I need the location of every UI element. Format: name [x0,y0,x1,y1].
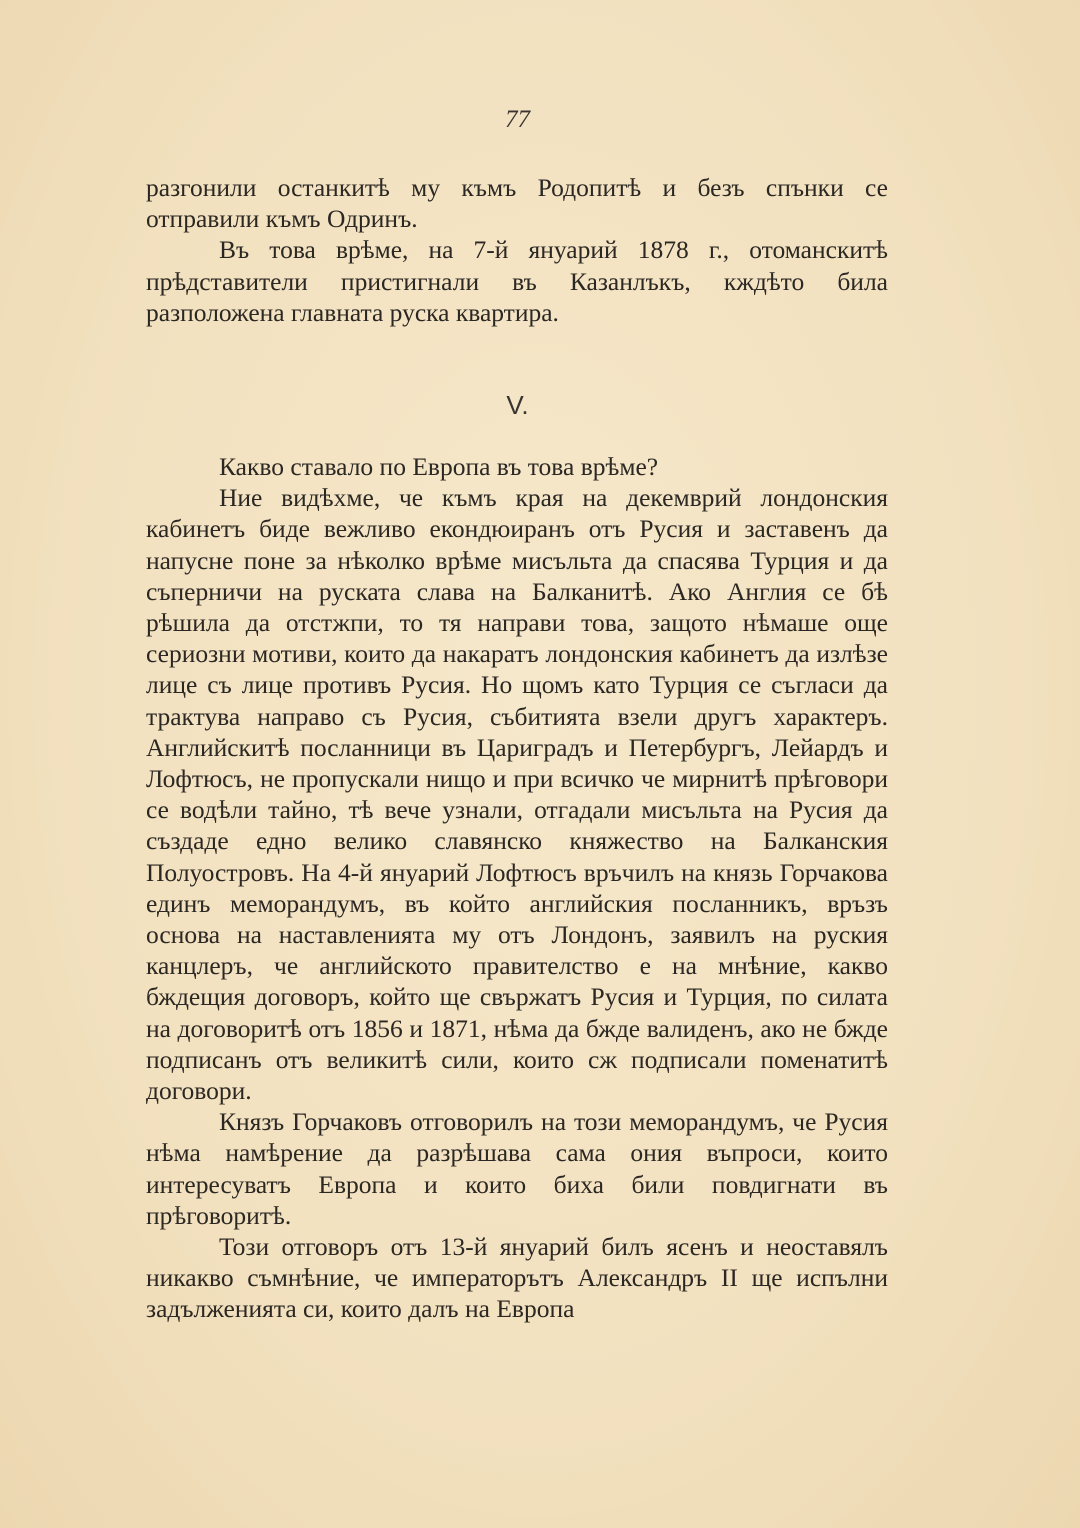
text-block-top [146,172,888,328]
paragraph: Този отговоръ отъ 13-й януарий билъ ясенъ и неоставялъ никакво съмнѣние, че императорътъ Александръ II ще испълни задълженията си, които далъ на Европа [146,1232,888,1324]
paragraph-question: Какво ставало по Европа въ това врѣме? [219,452,659,481]
text-block-main [146,451,888,1325]
paragraph: Въ това врѣме, на 7-й януарий 1878 г., отоманскитѣ прѣдставители пристигнали въ Казанлъкъ, кждѣто била разположена главната руска квартира. [146,235,888,327]
paragraph: Князъ Горчаковъ отговорилъ на този меморандумъ, че Русия нѣма намѣрение да разрѣшава сама ония въпроси, които интересуватъ Европа и които биха били повдигнати въ прѣговоритѣ. [146,1107,888,1230]
paragraph: Ние видѣхме, че къмъ края на декемврий лондонския кабинетъ биде вежливо екондюиранъ отъ Русия и заставенъ да напусне поне за нѣколко врѣме мисъльта да спасява Турция и да съперничи на руската слава на Балканитѣ. Ако Англия се бѣ рѣшила да отстжпи, то тя направи това, защото нѣмаше още сериозни мотиви, които да накаратъ лондонския кабинетъ да излѣзе лице съ лице противъ Русия. Но щомъ като Турция се съгласи да трактува направо съ Русия, събитията взели другъ характеръ. Английскитѣ посланници въ Цариградъ и Петербургъ, Лейардъ и Лофтюсъ, не пропускали нищо и при всичко че мирнитѣ прѣговори се водѣли тайно, тѣ вече узнали, отгадали мисъльта на Русия да създаде едно велико славянско княжество на Балканския Полуостровъ. На 4-й януарий Лофтюсъ връчилъ на князь Горчакова единъ меморандумъ, въ който английския посланникъ, връзъ основа на наставленията му отъ Лондонъ, заявилъ на руския канцлеръ, че английското правителство е на мнѣние, какво бждещия договоръ, който ще свържатъ Русия и Турция, по силата на договоритѣ отъ 1856 и 1871, нѣма да бжде валиденъ, ако не бжде подписанъ отъ великитѣ сили, които сж подписали поменатитѣ договори. [146,483,888,1106]
page-number: 77 [505,106,530,133]
section-heading: V. [506,390,529,420]
paragraph-continuation: разгонили останкитѣ му къмъ Родопитѣ и безъ спънки се отправили къмъ Одринъ. [146,173,888,234]
